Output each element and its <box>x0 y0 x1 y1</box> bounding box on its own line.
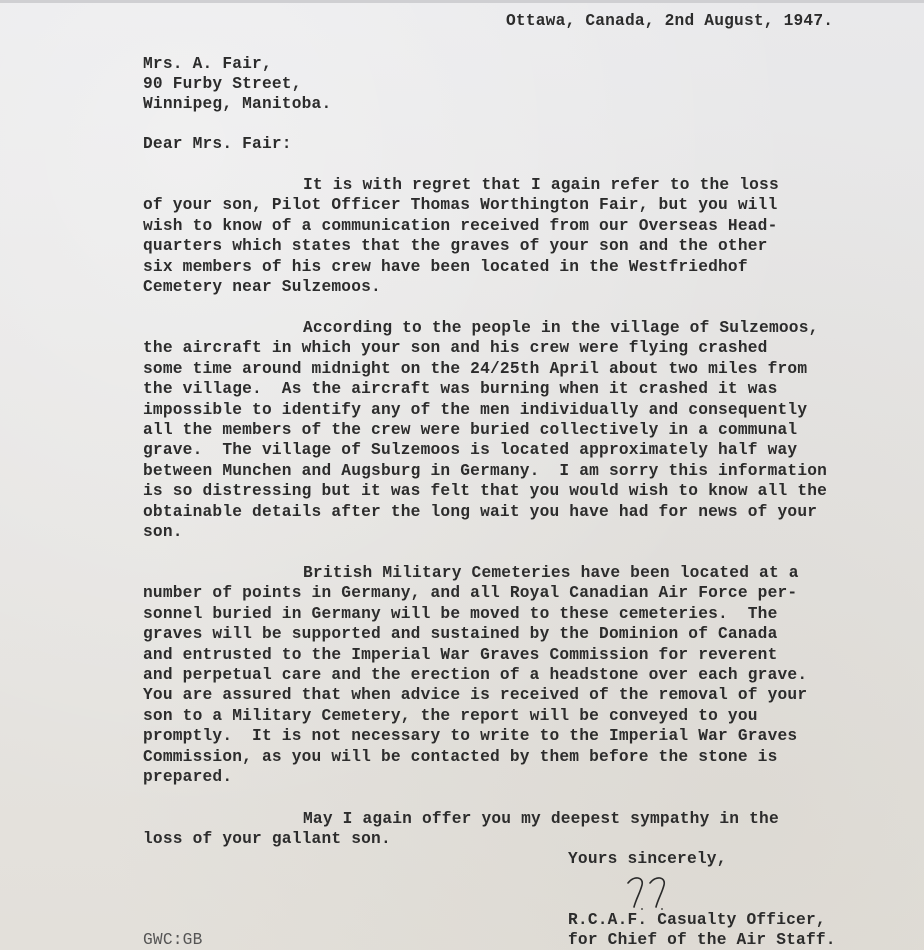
paragraph-line: son to a Military Cemetery, the report will be conveyed to you <box>143 706 758 725</box>
paragraph-line: prepared. <box>143 767 233 786</box>
paragraph-line: quarters which states that the graves of your son and the other <box>143 237 768 256</box>
paragraph-line: loss of your gallant son. <box>143 830 391 849</box>
signatory-for: for Chief of the Air Staff. <box>568 931 836 949</box>
paragraph-line: and perpetual care and the erection of a headstone over each grave. <box>143 665 808 684</box>
paragraph-3 <box>143 563 863 787</box>
paragraph-line: promptly. It is not necessary to write to the Imperial War Graves <box>143 727 798 746</box>
paragraph-4 <box>143 809 863 850</box>
closing: Yours sincerely, <box>568 850 727 868</box>
paragraph-1 <box>143 175 863 297</box>
reference-initials: GWC:GB <box>143 931 203 949</box>
signatory-title: R.C.A.F. Casualty Officer, <box>568 911 826 929</box>
paragraph-line: six members of his crew have been located in the Westfriedhof <box>143 257 748 276</box>
handwritten-signature-icon <box>620 871 700 911</box>
paragraph-line: According to the people in the village of Sulzemoos, <box>303 319 819 337</box>
paragraph-line: son. <box>143 522 183 541</box>
paragraph-line: the aircraft in which your son and his crew were flying crashed <box>143 339 768 358</box>
paragraph-line: It is with regret that I again refer to the loss <box>303 176 779 194</box>
recipient-city: Winnipeg, Manitoba. <box>143 95 332 113</box>
paragraph-line: Commission, as you will be contacted by them before the stone is <box>143 747 778 766</box>
recipient-street: 90 Furby Street, <box>143 75 302 93</box>
paragraph-line: May I again offer you my deepest sympathy in the <box>303 810 779 828</box>
dateline: Ottawa, Canada, 2nd August, 1947. <box>506 12 834 30</box>
paragraph-line: some time around midnight on the 24/25th April about two miles from <box>143 359 808 378</box>
paragraph-line: all the members of the crew were buried collectively in a communal <box>143 420 798 439</box>
paragraph-line: between Munchen and Augsburg in Germany. I am sorry this information <box>143 461 828 480</box>
paragraph-line: You are assured that when advice is received of the removal of your <box>143 686 808 705</box>
paragraph-line: is so distressing but it was felt that you would wish to know all the <box>143 482 828 501</box>
paragraph-2 <box>143 318 863 542</box>
paragraph-line: graves will be supported and sustained by the Dominion of Canada <box>143 625 778 644</box>
paragraph-line: wish to know of a communication received from our Overseas Head- <box>143 216 778 235</box>
paragraph-line: the village. As the aircraft was burning when it crashed it was <box>143 380 778 399</box>
paragraph-line: Cemetery near Sulzemoos. <box>143 277 381 296</box>
paragraph-line: and entrusted to the Imperial War Graves Commission for reverent <box>143 645 778 664</box>
paragraph-line: of your son, Pilot Officer Thomas Worthington Fair, but you will <box>143 196 778 215</box>
recipient-name: Mrs. A. Fair, <box>143 55 272 73</box>
salutation: Dear Mrs. Fair: <box>143 135 292 153</box>
paragraph-line: sonnel buried in Germany will be moved to these cemeteries. The <box>143 604 778 623</box>
paragraph-line: grave. The village of Sulzemoos is located approximately half way <box>143 441 798 460</box>
paragraph-line: number of points in Germany, and all Royal Canadian Air Force per- <box>143 584 798 603</box>
paragraph-line: obtainable details after the long wait you have had for news of your <box>143 502 818 521</box>
paragraph-line: British Military Cemeteries have been located at a <box>303 564 799 582</box>
paragraph-line: impossible to identify any of the men individually and consequently <box>143 400 808 419</box>
